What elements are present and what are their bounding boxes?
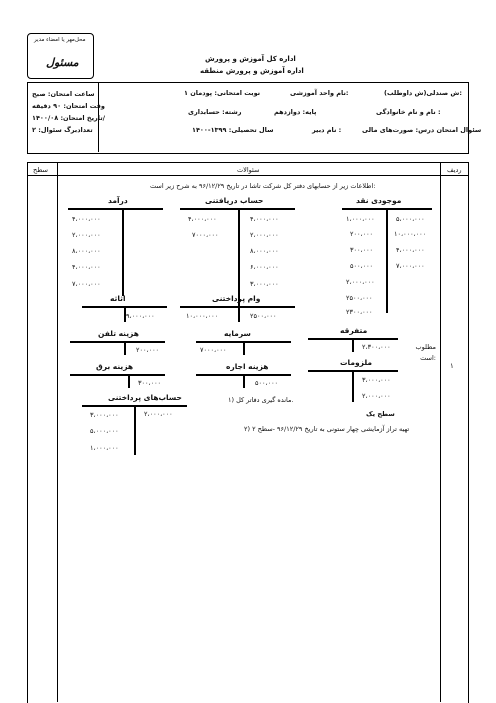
t-stem (352, 370, 354, 402)
credit-amount: ۲،۰۰۰،۰۰۰ (72, 231, 101, 239)
col-header-score: سطح (33, 166, 48, 174)
credit-amount: ۵،۰۰۰،۰۰۰ (90, 427, 119, 435)
credit-amount: ۱۰،۰۰۰،۰۰۰ (186, 312, 219, 320)
credit-amount: ۲،۰۰۰،۰۰۰ (346, 278, 375, 286)
t-bar (70, 341, 165, 343)
table-header-line (27, 175, 468, 176)
row-number: ۱ (450, 362, 454, 370)
t-stem (134, 405, 136, 455)
school-year: سال تحصیلی: ۱۳۹۹-۱۴۰۰ (192, 126, 274, 134)
seal-signature: مسئول (46, 56, 79, 69)
debit-amount: ۸،۰۰۰،۰۰۰ (250, 247, 279, 255)
debit-amount: ۶،۰۰۰،۰۰۰ (250, 263, 279, 271)
credit-amount: ۲۰۰،۰۰۰ (350, 230, 374, 238)
debit-amount: ۲۵۰۰،۰۰۰ (250, 312, 277, 320)
credit-amount: ۴،۰۰۰،۰۰۰ (188, 215, 217, 223)
school-field: نام واحد آموزشی: (290, 89, 349, 97)
credit-amount: ۳۰۰،۰۰۰ (350, 246, 374, 254)
t-stem (386, 208, 388, 313)
field-of-study: رشته: حسابداری (188, 108, 242, 116)
question-intro: اطلاعات زیر از حسابهای دفتر کل شرکت تاشا در تاریخ ۹۶/۱۲/۲۹ به شرح زیر است: (150, 182, 376, 190)
exam-duration: وقت امتحان: ۹۰ دقیقه (32, 102, 105, 110)
required-label: مطلوب است: (415, 343, 436, 362)
course-field: سئوال امتحان درس: صورت‌های مالی (362, 126, 482, 134)
requirement-2: ۲) تهیه تراز آزمایشی چهار ستونی به تاریخ ۹۶/۱۲/۲۹ -سطح ۲ (244, 425, 410, 433)
credit-amount: ۱،۰۰۰،۰۰۰ (346, 215, 375, 223)
exam-date: تاریخ امتحان: ۱۴۰۰/۰۸/ (32, 114, 106, 122)
account-title: حساب دریافتنی (205, 196, 264, 205)
account-title: سرمایه (224, 329, 251, 338)
debit-amount: ۱۰،۰۰۰،۰۰۰ (394, 230, 427, 238)
col-divider-score (57, 162, 58, 702)
level-label: سطح یک (366, 410, 395, 418)
col-divider-row (440, 162, 441, 702)
question-pages: تعدادبرگ سئوال: ۲ (32, 126, 93, 134)
debit-amount: ۲،۰۰۰،۰۰۰ (362, 392, 391, 400)
credit-amount: ۴،۰۰۰،۰۰۰ (72, 263, 101, 271)
debit-amount: ۴،۰۰۰،۰۰۰ (250, 215, 279, 223)
requirement-1: ۱) مانده گیری دفاتر کل. (228, 396, 294, 404)
credit-amount: ۸،۰۰۰،۰۰۰ (72, 247, 101, 255)
debit-amount: ۲،۰۰۰،۰۰۰ (144, 410, 173, 418)
credit-amount: ۷۰۰۰،۰۰۰ (192, 231, 219, 239)
t-stem (243, 341, 245, 355)
account-title: هزینه تلفن (98, 329, 139, 338)
debit-amount: ۲،۳۰۰،۰۰۰ (362, 343, 391, 351)
t-stem (128, 374, 130, 388)
teacher-field: نام دبیر : (312, 126, 342, 134)
credit-amount: ۲۳۰۰،۰۰۰ (346, 308, 373, 316)
debit-amount: ۵۰۰،۰۰۰ (255, 379, 279, 387)
credit-amount: ۷۰۰۰،۰۰۰ (200, 346, 227, 354)
debit-amount: ۲۰۰،۰۰۰ (136, 346, 160, 354)
account-title: هزینه اجاره (226, 362, 269, 371)
office-title-1: اداره کل آموزش و پرورش (205, 55, 296, 63)
debit-amount: ۵،۰۰۰،۰۰۰ (396, 215, 425, 223)
office-title-2: اداره آموزش و پرورش منطقه (200, 67, 304, 75)
grade-field: پایه: دوازدهم (274, 108, 317, 116)
account-title: اثاثه (110, 294, 126, 303)
col-header-row: ردیف (447, 166, 462, 174)
col-header-questions: سئوالات (237, 166, 260, 174)
account-title: موجودی نقد (356, 196, 402, 205)
account-title: هزینه برق (96, 362, 134, 371)
exam-time: ساعت امتحان: صبح (32, 90, 95, 98)
credit-amount: ۳،۰۰۰،۰۰۰ (90, 411, 119, 419)
t-stem (122, 208, 124, 296)
debit-amount: ۹،۰۰۰،۰۰۰ (126, 312, 155, 320)
t-stem (238, 306, 240, 322)
seat-number-field: ش صندلی(ش داوطلب): (384, 89, 462, 97)
student-name-field: نام و نام خانوادگی : (376, 108, 441, 116)
exam-turn: نوبت امتحانی: پودمان ۱ (184, 89, 261, 97)
t-stem (243, 374, 245, 388)
credit-amount: ۱،۰۰۰،۰۰۰ (90, 444, 119, 452)
debit-amount: ۲،۰۰۰،۰۰۰ (250, 231, 279, 239)
account-title: وام پرداختنی (212, 294, 261, 303)
credit-amount: ۲۵۰۰،۰۰۰ (346, 294, 373, 302)
debit-amount: ۷،۰۰۰،۰۰۰ (396, 262, 425, 270)
account-title: حساب‌های پرداختنی (108, 393, 182, 402)
debit-amount: ۳،۰۰۰،۰۰۰ (362, 376, 391, 384)
account-title: ملزومات (340, 358, 373, 367)
seal-label: محل‌مهر یا امضاء مدیر (34, 37, 86, 43)
credit-amount: ۵۰۰،۰۰۰ (350, 262, 374, 270)
principal-seal-box (27, 33, 94, 79)
credit-amount: ۴،۰۰۰،۰۰۰ (72, 215, 101, 223)
t-bar (68, 208, 163, 210)
t-stem (124, 341, 126, 355)
t-bar (70, 374, 165, 376)
credit-amount: ۷،۰۰۰،۰۰۰ (72, 280, 101, 288)
debit-amount: ۳۰۰،۰۰۰ (138, 379, 162, 387)
account-title: درآمد (108, 196, 128, 205)
account-title: متفرقه (340, 326, 368, 335)
debit-amount: ۴،۰۰۰،۰۰۰ (396, 246, 425, 254)
t-stem (352, 338, 354, 352)
debit-amount: ۳،۰۰۰،۰۰۰ (250, 280, 279, 288)
